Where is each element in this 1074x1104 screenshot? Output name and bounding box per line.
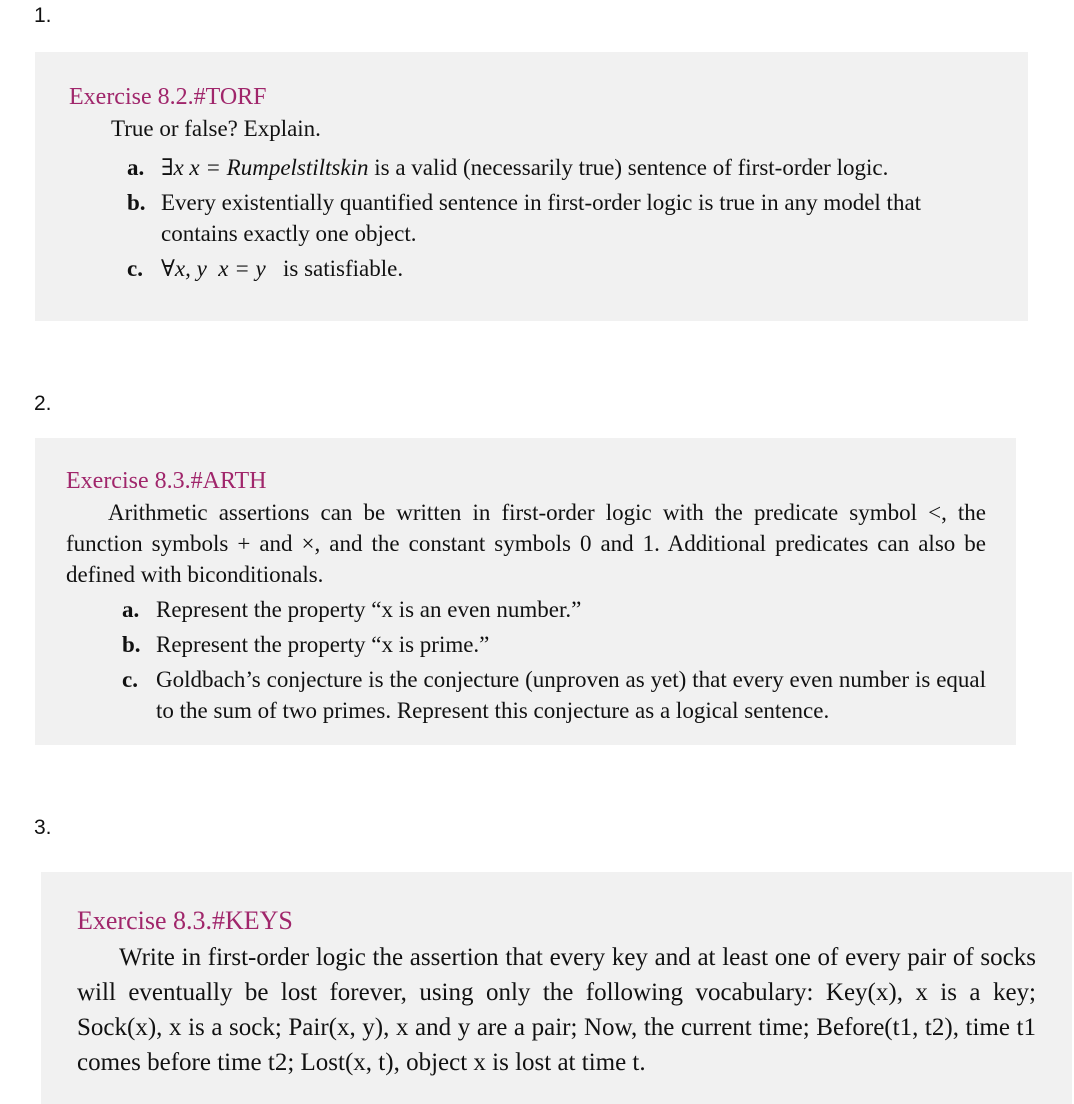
item-label: c. [122, 667, 138, 692]
exercise-title: Exercise 8.3.#ARTH [66, 468, 267, 494]
exercise-card-keys [41, 872, 1072, 1104]
exercise-intro: True or false? Explain. [111, 116, 321, 141]
item-text: Represent the property “x is prime.” [156, 632, 490, 657]
item-label: b. [122, 632, 141, 657]
item-text: Goldbach’s conjecture is the conjecture (unproven as yet) that every even number is equal to the sum of two primes. Represent this conjecture as a logical sentence. [156, 667, 986, 723]
exercise-item-b [127, 187, 988, 249]
item-text: Represent the property “x is an even number.” [156, 597, 582, 622]
exercise-item-list [127, 152, 988, 284]
exercise-item-c [127, 253, 988, 284]
item-math: ∀x, y x = y [161, 256, 266, 281]
exercise-item-list [122, 594, 986, 726]
exercise-number-3: 3. [34, 816, 52, 839]
item-label: b. [127, 190, 146, 215]
exercise-title: Exercise 8.2.#TORF [69, 84, 267, 110]
item-math: ∃x x = Rumpelstiltskin [161, 155, 369, 180]
exercise-intro: Arithmetic assertions can be written in first-order logic with the predicate symbol <, the function symbols + and ×, and the constant symbols 0 and 1. Additional predicates can also be defined with biconditionals. [66, 500, 986, 587]
exercise-title: Exercise 8.3.#KEYS [77, 906, 293, 935]
item-text-rest: is a valid (necessarily true) sentence of first-order logic. [368, 155, 889, 180]
exercise-card-torf [35, 52, 1028, 321]
exercise-number-1: 1. [34, 4, 52, 27]
item-label: a. [122, 597, 140, 622]
item-text [161, 253, 988, 284]
exercise-item-c [122, 664, 986, 726]
item-text: Every existentially quantified sentence in first-order logic is true in any model that contains exactly one object. [161, 190, 922, 246]
item-label: a. [127, 155, 145, 180]
exercise-item-a [127, 152, 988, 183]
exercise-intro: Write in first-order logic the assertion that every key and at least one of every pair of socks will eventually be lost forever, using only the following vocabulary: Key(x), x is a key; Sock(x), x is a sock; Pair(x, y), x and y are a pair; Now, the current time; Before(t1, t2), time t1 comes before time t2; Lost(x, t), object x is lost at time t. [77, 944, 1036, 1076]
exercise-item-a [122, 594, 986, 625]
item-text [161, 152, 988, 183]
exercise-card-arth [35, 438, 1016, 745]
exercise-item-b [122, 629, 986, 660]
exercise-number-2: 2. [34, 392, 52, 415]
item-label: c. [127, 256, 143, 281]
item-text-rest: is satisfiable. [265, 256, 404, 281]
